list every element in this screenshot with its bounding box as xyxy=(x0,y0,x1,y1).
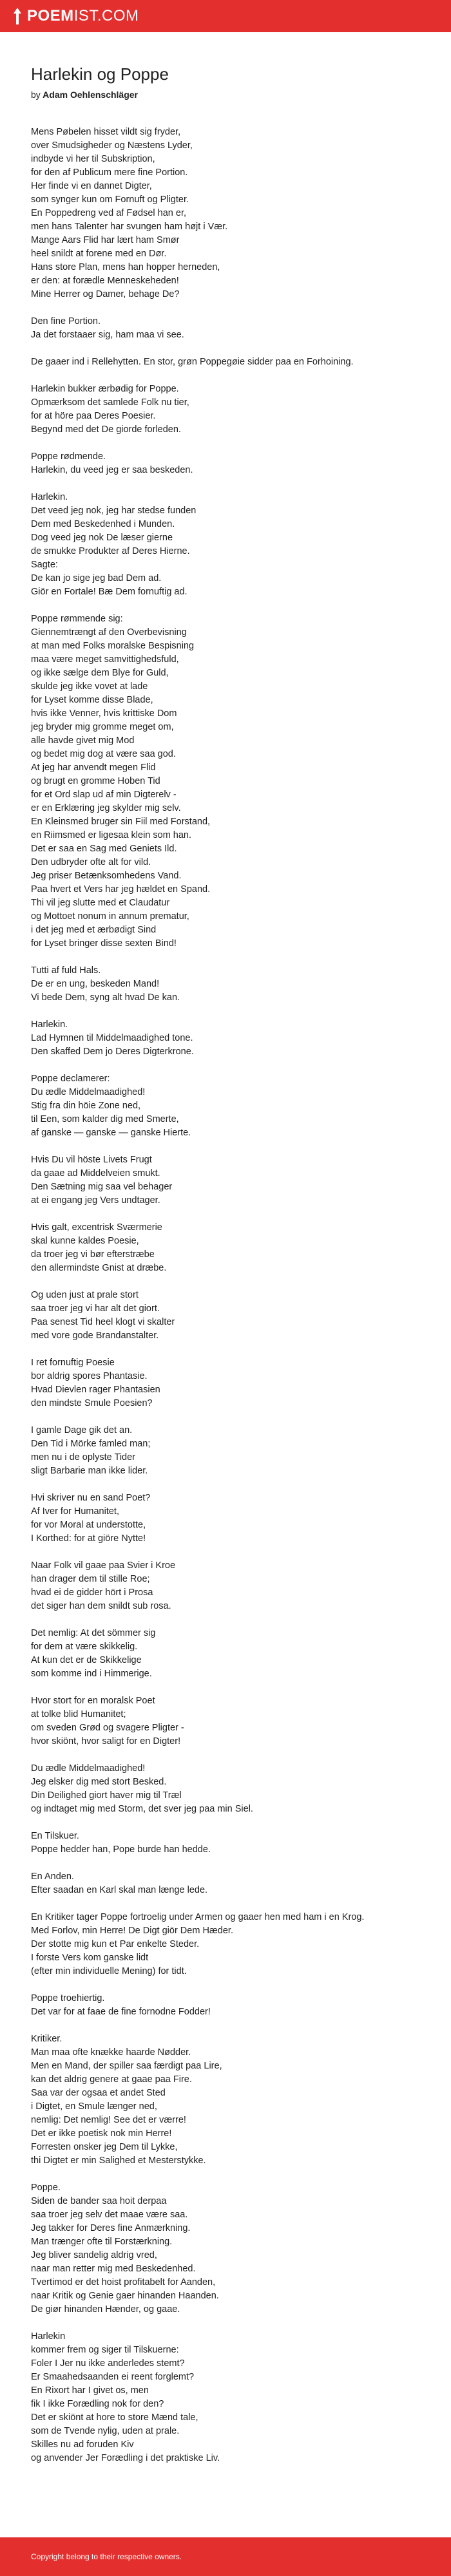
copyright-text: Copyright belong to their respective owners. xyxy=(31,2552,182,2561)
poem-line: Den udbryder ofte alt for vild. xyxy=(31,857,151,867)
poem-stanza xyxy=(31,1072,425,1140)
poem-stanza xyxy=(31,1627,425,1681)
poem-line: Tutti af fuld Hals. xyxy=(31,965,101,976)
poem-line: Der stotte mig kun et Par enkelte Steder. xyxy=(31,1939,200,1949)
poem-line: som synger kun om Fornuft og Pligter. xyxy=(31,194,189,205)
poem-title: Harlekin og Poppe xyxy=(31,64,169,84)
poem-line: Paa senest Tid heel klogt vi skalter xyxy=(31,1317,175,1327)
poem-stanza xyxy=(31,1559,425,1613)
poem-stanza xyxy=(31,1911,425,1978)
poem-line: Sagte: xyxy=(31,560,58,570)
poem-line: En Kleinsmed bruger sin Fiil med Forstand, xyxy=(31,817,211,827)
poem-line: De giør hinanden Hænder, og gaae. xyxy=(31,2304,180,2315)
poem-line: i det jeg med et ærbødigt Sind xyxy=(31,925,157,935)
site-header xyxy=(0,0,451,32)
poem-line: og anvender Jer Forædling i det praktiske Liv. xyxy=(31,2453,220,2463)
poem-line: alle havde givet mig Mod xyxy=(31,735,135,746)
poem-line: Man trænger ofte til Forstærkning. xyxy=(31,2237,173,2247)
poem-line: Dog veed jeg nok De læser gierne xyxy=(31,533,173,543)
poem-line: bor aldrig spores Phantasie. xyxy=(31,1371,148,1381)
poem-line: hvad ei de gidder hört i Prosa xyxy=(31,1587,153,1598)
poem-line: af ganske — ganske — ganske Hierte. xyxy=(31,1128,191,1138)
poem-line: I forste Vers kom ganske lidt xyxy=(31,1953,149,1963)
poem-line: som komme ind i Himmerige. xyxy=(31,1669,152,1679)
poem-line: for den af Publicum mere fine Portion. xyxy=(31,167,188,178)
poem-line: Giennemtrængt af den Overbevisning xyxy=(31,627,187,638)
poem-line: Begynd med det De giorde forleden. xyxy=(31,424,181,435)
poem-line: En Tilskuer. xyxy=(31,1831,79,1841)
poem-line: Din Deilighed giort haver mig til Træl xyxy=(31,1790,182,1801)
poem-line: Thi vil jeg slutte med et Claudatur xyxy=(31,898,170,908)
poem-line: naar man retter mig med Beskedenhed. xyxy=(31,2264,196,2274)
poem-line: og brugt en gromme Hoben Tid xyxy=(31,776,160,786)
poem-stanza xyxy=(31,491,425,599)
poem-line: En Poppedreng ved af Fødsel han er, xyxy=(31,208,187,218)
poem-line: Mine Herrer og Damer, behage De? xyxy=(31,289,180,299)
poem-stanza xyxy=(31,450,425,477)
poem-stanza xyxy=(31,964,425,1005)
poem-line: Hvor stort for en moralsk Poet xyxy=(31,1696,155,1706)
poem-line: men nu i de oplyste Tider xyxy=(31,1452,136,1463)
poem-line: Med Forlov, min Herre! De Digt giör Dem Hæder. xyxy=(31,1926,233,1936)
poem-line: Siden de bander saa hoit derpaa xyxy=(31,2196,167,2206)
poem-stanza xyxy=(31,1992,425,2019)
poem-stanza xyxy=(31,315,425,342)
poem-line: for at höre paa Deres Poesier. xyxy=(31,411,156,421)
poem-stanza xyxy=(31,1762,425,1816)
poem-line: Vi bede Dem, syng alt hvad De kan. xyxy=(31,992,180,1003)
poem-line: Hvis galt, excentrisk Sværmerie xyxy=(31,1222,162,1233)
poem-line: (efter min individuelle Mening) for tidt. xyxy=(31,1966,187,1976)
poem-line: fik I ikke Forædling nok for den? xyxy=(31,2399,164,2409)
poem-line: I gamle Dage gik det an. xyxy=(31,1425,133,1435)
poem-line: Poppe rødmende. xyxy=(31,451,106,462)
poem-line: den allermindste Gnist at dræbe. xyxy=(31,1263,167,1273)
poem-line: en Riimsmed er ligesaa klein som han. xyxy=(31,830,192,840)
poem-line: Men en Mand, der spiller saa færdigt paa Lire, xyxy=(31,2061,222,2071)
poem-line: Her finde vi en dannet Digter, xyxy=(31,181,152,191)
poem-line: da troer jeg vi bør efterstræbe xyxy=(31,1249,155,1260)
poem-stanza xyxy=(31,2330,425,2465)
poem-stanza xyxy=(31,1694,425,1748)
poem-line: Jeg elsker dig med stort Besked. xyxy=(31,1777,167,1787)
poem-line: saa troer jeg selv det maae være saa. xyxy=(31,2210,188,2220)
poem-line: I Korthed: for at giöre Nytte! xyxy=(31,1533,146,1544)
poem-line: Det nemlig: At det sömmer sig xyxy=(31,1628,156,1638)
poem-stanza xyxy=(31,1221,425,1275)
poem-line: Poppe hedder han, Pope burde han hedde. xyxy=(31,1844,211,1855)
poem-line: for dem at være skikkelig. xyxy=(31,1642,138,1652)
poem-line: hvor skiönt, hvor saligt for en Digter! xyxy=(31,1736,181,1747)
poem-line: og bedet mig dog at være saa god. xyxy=(31,749,176,759)
poem-stanza xyxy=(31,383,425,437)
poem-line: Harlekin. xyxy=(31,492,68,502)
poem-line: Jeg takker for Deres fine Anmærkning. xyxy=(31,2223,191,2233)
poem-line: Lad Hymnen til Middelmaadighed tone. xyxy=(31,1033,193,1043)
poem-stanza xyxy=(31,1424,425,1478)
poem-line: og indtaget mig med Storm, det sver jeg paa min Siel. xyxy=(31,1804,253,1814)
poem-line: at tolke blid Humanitet; xyxy=(31,1709,126,1719)
poem-line: Hans store Plan, mens han hopper herneden, xyxy=(31,262,220,272)
poem-line: og Mottoet nonum in annum prematur, xyxy=(31,911,189,922)
poem-byline xyxy=(31,90,425,100)
logo-text-bold: POEM xyxy=(27,7,74,24)
poem-line: at ei engang jeg Vers undtager. xyxy=(31,1195,160,1206)
poem-line: det siger han dem snildt sub rosa. xyxy=(31,1601,171,1611)
poem-line: Poppe troehiertig. xyxy=(31,1993,105,2003)
poem-line: maa være meget samvittighedsfuld, xyxy=(31,654,179,665)
poem-line: Forresten onsker jeg Dem til Lykke, xyxy=(31,2142,178,2152)
poem-line: Den Sætning mig saa vel behager xyxy=(31,1182,173,1192)
poem-line: Saa var der ogsaa et andet Sted xyxy=(31,2088,166,2098)
poem-line: kan det aldrig genere at gaae paa Fire. xyxy=(31,2074,192,2085)
poem-stanza xyxy=(31,1289,425,1343)
poem-line: Det var for at faae de fine fornodne Fodder! xyxy=(31,2007,211,2017)
poem-line: Giör en Fortale! Bæ Dem fornuftig ad. xyxy=(31,587,187,597)
poem-line: Harlekin xyxy=(31,2331,66,2342)
poem-line: Kritiker. xyxy=(31,2034,62,2044)
poem-line: At kun det er de Skikkelige xyxy=(31,1655,142,1665)
poem-line: for vor Moral at understotte, xyxy=(31,1520,146,1530)
poem-stanza xyxy=(31,1018,425,1059)
poem-line: At jeg har anvendt megen Flid xyxy=(31,762,156,773)
poem-line: som de Tvende nylig, uden at prale. xyxy=(31,2426,180,2436)
poem-line: Den skaffed Dem jo Deres Digterkrone. xyxy=(31,1046,194,1057)
poem-line: Hvad Dievlen rager Phantasien xyxy=(31,1385,160,1395)
poem-line: Af Iver for Humanitet, xyxy=(31,1506,119,1517)
poem-container xyxy=(31,64,425,2479)
poem-line: Mens Pøbelen hisset vildt sig fryder, xyxy=(31,127,181,137)
poem-stanza xyxy=(31,1356,425,1410)
poem-line: over Smudsigheder og Næstens Lyder, xyxy=(31,140,193,151)
poem-line: for Lyset bringer disse sexten Bind! xyxy=(31,938,177,949)
poem-line: med vore gode Brandanstalter. xyxy=(31,1331,159,1341)
site-logo[interactable] xyxy=(13,7,139,25)
poem-line: Dem med Beskedenhed i Munden. xyxy=(31,519,175,529)
poem-line: Stig fra din höie Zone ned, xyxy=(31,1101,141,1111)
poem-line: i Digtet, en Smule længer ned, xyxy=(31,2101,157,2112)
poem-line: thi Digtet er min Salighed et Mesterstykke. xyxy=(31,2155,206,2166)
poem-line: Foler I Jer nu ikke anderledes stemt? xyxy=(31,2358,185,2369)
poem-line: Jeg bliver sandelig aldrig vred, xyxy=(31,2250,157,2260)
poem-line: indbyde vi her til Subskription, xyxy=(31,154,155,164)
poem-line: naar Kritik og Genie gaer hinanden Haanden. xyxy=(31,2291,219,2301)
poem-line: Hvi skriver nu en sand Poet? xyxy=(31,1493,151,1503)
poem-body xyxy=(31,126,425,2465)
poem-line: Naar Folk vil gaae paa Svier i Kroe xyxy=(31,1560,176,1571)
poem-line: da gaae ad Middelveien smukt. xyxy=(31,1168,160,1179)
poem-line: Det veed jeg nok, jeg har stedse funden xyxy=(31,506,197,516)
poem-stanza xyxy=(31,2032,425,2168)
poem-line: at man med Folks moralske Bespisning xyxy=(31,641,195,651)
poem-line: Efter saadan en Karl skal man længe lede. xyxy=(31,1885,208,1895)
poem-line: Den fine Portion. xyxy=(31,316,101,327)
poem-stanza xyxy=(31,1153,425,1208)
poem-stanza xyxy=(31,355,425,369)
site-footer xyxy=(0,2537,451,2576)
poem-line: og ikke sælge dem Blye for Guld, xyxy=(31,668,169,678)
poem-line: for Lyset komme disse Blade, xyxy=(31,695,153,705)
poem-line: Harlekin. xyxy=(31,1019,68,1030)
poem-stanza xyxy=(31,126,425,301)
poem-line: Tvertimod er det hoist profitabelt for Aanden, xyxy=(31,2277,216,2287)
poem-line: En Anden. xyxy=(31,1871,74,1882)
poem-line: heel snildt at forene med en Dør. xyxy=(31,249,167,259)
poem-line: Skilles nu ad foruden Kiv xyxy=(31,2439,134,2450)
poem-line: Ja det forstaaer sig, ham maa vi see. xyxy=(31,330,184,340)
poem-line: Du ædle Middelmaadighed! xyxy=(31,1763,146,1774)
poem-line: Er Smaahedsaanden ei reent forglemt? xyxy=(31,2372,195,2382)
poem-line: han drager dem til stille Roe; xyxy=(31,1574,150,1584)
poem-line: Poppe rømmende sig: xyxy=(31,614,123,624)
poem-line: den mindste Smule Poesien? xyxy=(31,1398,153,1408)
author-link[interactable]: Adam Oehlenschläger xyxy=(43,90,138,100)
poem-line: Poppe. xyxy=(31,2183,61,2193)
poem-line: Det er saa en Sag med Geniets Ild. xyxy=(31,844,177,854)
poem-stanza xyxy=(31,612,425,951)
poem-line: hvis ikke Venner, hvis krittiske Dom xyxy=(31,708,177,719)
poem-line: er den: at forædle Menneskeheden! xyxy=(31,276,179,286)
logo-text-light: IST.COM xyxy=(73,7,139,24)
poem-line: for et Ord slap ud af min Digterelv - xyxy=(31,790,177,800)
poem-line: Man maa ofte knække haarde Nødder. xyxy=(31,2047,191,2058)
poem-line: De kan jo sige jeg bad Dem ad. xyxy=(31,573,162,583)
poem-line: De gaaer ind i Rellehytten. En stor, grøn Poppegøie sidder paa en Forhoining. xyxy=(31,357,354,367)
poem-line: de smukke Produkter af Deres Hierne. xyxy=(31,546,190,556)
poem-line: nemlig: Det nemlig! See det er værre! xyxy=(31,2115,186,2125)
poem-line: Jeg priser Betænksomhedens Vand. xyxy=(31,871,182,881)
poem-line: skal kunne kaldes Poesie, xyxy=(31,1236,139,1246)
poem-line: Poppe declamerer: xyxy=(31,1074,110,1084)
poem-line: Mange Aars Flid har lært ham Smør xyxy=(31,235,180,245)
poem-stanza xyxy=(31,2181,425,2316)
poem-line: Harlekin bukker ærbødig for Poppe. xyxy=(31,384,179,394)
poem-line: Opmærksom det samlede Folk nu tier, xyxy=(31,397,189,408)
poem-line: men hans Talenter har svungen ham højt i Vær. xyxy=(31,222,228,232)
poem-line: De er en ung, beskeden Mand! xyxy=(31,979,160,989)
poem-line: Harlekin, du veed jeg er saa beskeden. xyxy=(31,465,193,475)
poem-stanza xyxy=(31,1492,425,1546)
poem-line: Hvis Du vil höste Livets Frugt xyxy=(31,1155,152,1165)
poem-line: Og uden just at prale stort xyxy=(31,1290,139,1300)
poem-line: En Kritiker tager Poppe fortroelig under Armen og gaaer hen med ham i en Krog. xyxy=(31,1912,365,1922)
poem-line: En Rixort har I givet os, men xyxy=(31,2385,149,2396)
poem-line: til Een, som kalder dig med Smerte, xyxy=(31,1114,179,1124)
poem-line: er en Erklæring jeg skylder mig selv. xyxy=(31,803,181,813)
poem-line: om sveden Grød og svagere Pligter - xyxy=(31,1723,184,1733)
poem-line: skulde jeg ikke vovet at lade xyxy=(31,681,148,692)
poem-line: I ret fornuftig Poesie xyxy=(31,1358,115,1368)
poem-line: kommer frem og siger til Tilskuerne: xyxy=(31,2345,179,2355)
poem-line: Den Tid i Mörke famled man; xyxy=(31,1439,151,1449)
poem-line: Du ædle Middelmaadighed! xyxy=(31,1087,146,1097)
poem-line: Det er ikke poetisk nok min Herre! xyxy=(31,2128,172,2139)
poem-line: Det er skiönt at hore to store Mænd tale, xyxy=(31,2412,198,2423)
poem-line: jeg bryder mig gromme meget om, xyxy=(31,722,174,732)
poem-line: sligt Barbarie man ikke lider. xyxy=(31,1466,148,1476)
poem-stanza xyxy=(31,1870,425,1897)
poem-stanza xyxy=(31,1830,425,1857)
pen-nib-icon xyxy=(13,8,22,24)
poem-line: Paa hvert et Vers har jeg hældet en Spand. xyxy=(31,884,211,895)
byline-prefix: by xyxy=(31,90,41,100)
poem-line: saa troer jeg vi har alt det giort. xyxy=(31,1303,160,1314)
